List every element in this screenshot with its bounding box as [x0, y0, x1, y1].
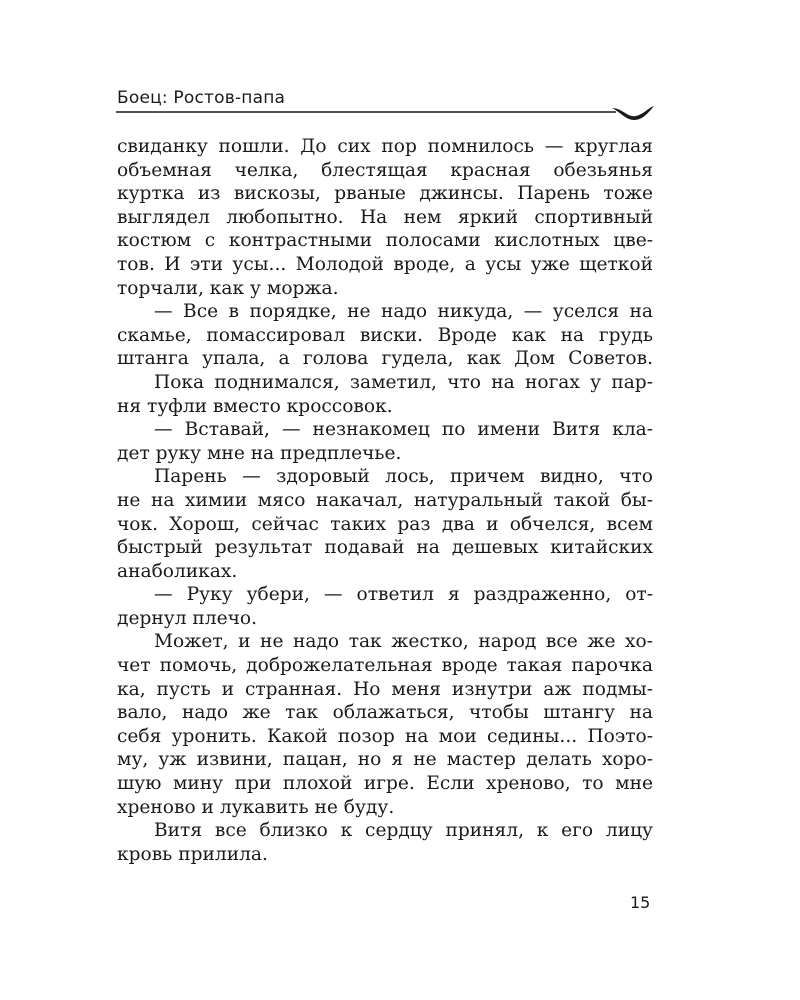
- text-line: шую мину при плохой игре. Если хреново, то мне: [117, 773, 653, 795]
- text-line: торчали, как у моржа.: [117, 277, 339, 299]
- page-number: 15: [630, 893, 651, 912]
- text-line: — Все в порядке, не надо никуда, — уселся на: [154, 301, 653, 323]
- text-line: Витя все близко к сердцу принял, к его лицу: [154, 820, 653, 842]
- text-line: вало, надо же так облажаться, чтобы штангу на: [117, 702, 653, 724]
- body-text: [117, 135, 653, 866]
- text-line: куртка из вискозы, рваные джинсы. Парень тоже: [117, 183, 653, 205]
- text-line: чет помочь, доброжелательная вроде такая парочка: [117, 655, 653, 677]
- text-line: себя уронить. Какой позор на мои седины... Поэто-: [117, 725, 653, 747]
- text-line: — Руку убери, — ответил я раздраженно, от-: [154, 584, 653, 606]
- text-line: дернул плечо.: [117, 607, 258, 629]
- text-line: чок. Хорош, сейчас таких раз два и обчелся, всем: [117, 513, 653, 535]
- text-line: объемная челка, блестящая красная обезьянья: [117, 159, 653, 181]
- text-line: ня туфли вместо кроссовок.: [117, 395, 393, 417]
- text-line: Парень — здоровый лось, причем видно, что: [154, 466, 653, 488]
- text-line: штанга упала, а голова гудела, как Дом Советов.: [117, 348, 653, 370]
- text-line: Пока поднимался, заметил, что на ногах у пар-: [154, 371, 653, 393]
- text-line: хреново и лукавить не буду.: [117, 796, 395, 818]
- text-line: анаболиках.: [117, 560, 238, 582]
- text-line: быстрый результат подавай на дешевых китайских: [117, 537, 653, 559]
- text-line: выглядел любопытно. На нем яркий спортивный: [117, 206, 653, 228]
- text-line: му, уж извини, пацан, но я не мастер делать хоро-: [117, 749, 653, 771]
- text-line: свиданку пошли. До сих пор помнилось — круглая: [117, 136, 653, 157]
- header-swash-icon: [612, 106, 654, 120]
- text-line: Может, и не надо так жестко, народ все же хо-: [154, 631, 653, 653]
- text-line: не на химии мясо накачал, натуральный такой бы-: [117, 489, 653, 511]
- text-line: скамье, помассировал виски. Вроде как на грудь: [117, 324, 653, 346]
- running-header-title: Боец: Ростов-папа: [117, 88, 286, 108]
- text-line: костюм с контрастными полосами кислотных цве-: [117, 230, 653, 252]
- text-line: тов. И эти усы... Молодой вроде, а усы уже щеткой: [117, 253, 653, 275]
- text-line: ка, пусть и странная. Но меня изнутри аж подмы-: [117, 678, 653, 700]
- text-line: — Вставай, — незнакомец по имени Витя кла-: [154, 419, 653, 441]
- header-rule-ornament: [116, 100, 656, 124]
- text-line: кровь прилила.: [117, 843, 268, 865]
- text-line: дет руку мне на предплечье.: [117, 442, 402, 464]
